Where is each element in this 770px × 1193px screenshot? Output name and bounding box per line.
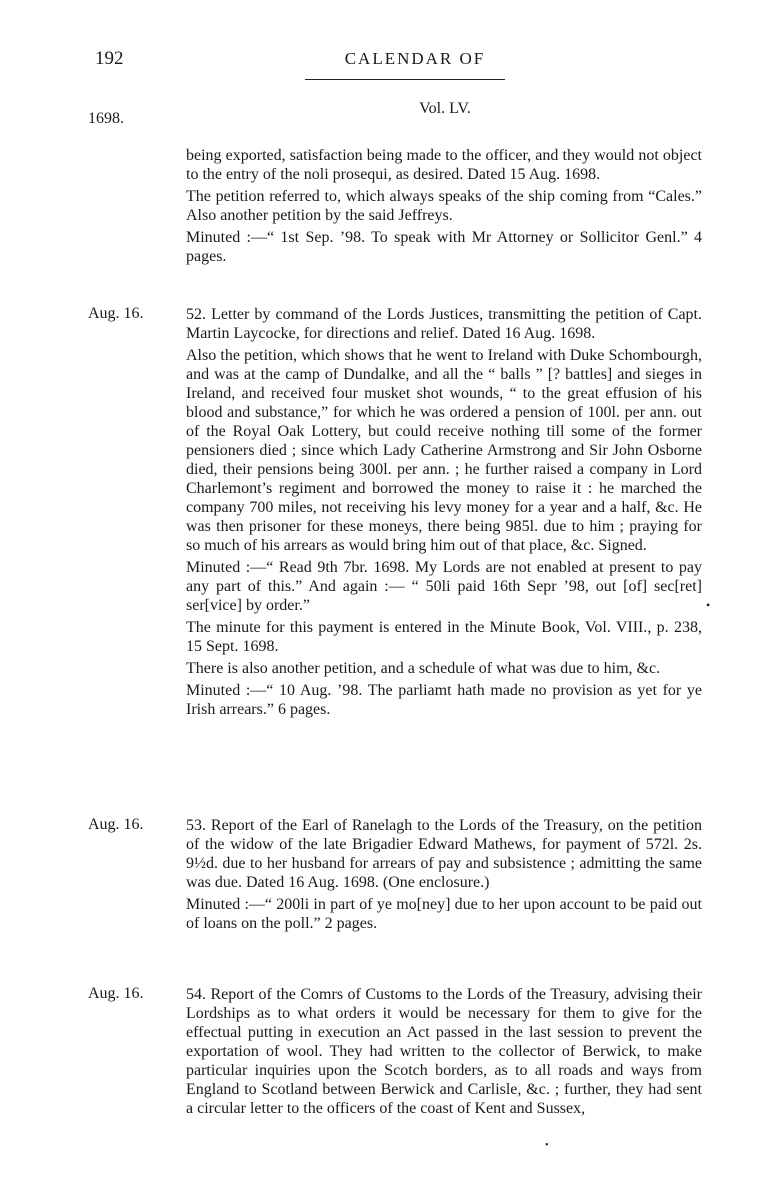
header-rule — [305, 79, 505, 80]
entry-52 — [186, 305, 702, 719]
paragraph: The petition referred to, which always speaks of the ship coming from “Cales.” Also another petition by the said Jeffreys. — [186, 188, 702, 224]
running-title: CALENDAR OF — [344, 49, 486, 68]
paragraph: 52. Letter by command of the Lords Justices, transmitting the petition of Capt. Martin Laycocke, for directions and relief. Dated 16 Aug. 1698. — [186, 306, 702, 342]
entry-continuation — [186, 146, 702, 266]
paragraph: Minuted :—“ 200li in part of ye mo[ney] due to her upon account to be paid out of loans on the poll.” 2 pages. — [186, 896, 702, 932]
entry-53 — [186, 816, 702, 933]
paragraph: Also the petition, which shows that he went to Ireland with Duke Schombourgh, and was at the camp of Dundalke, and all the “ balls ” [? battles] and sieges in Ireland, and received four musket shot wounds, “ to the great effusion of his blood and substance,” for which he was ordered a pension of 100l. per ann. out of the Royal Oak Lottery, but could receive nothing till some of the former pensioners died ; since which Lady Catherine Armstrong and Sir John Osborne died, their pensions being 300l. per ann. ; he further raised a company in Lord Charlemont’s regiment and borrowed the money to raise it : he marched the company 700 miles, not receiving his levy money for a year and a half, &c. He was then prisoner for these moneys, there being 985l. due to him ; praying for so much of his arrears as would bring him out of that place, &c. Signed. — [186, 347, 702, 554]
year-marginal: 1698. — [88, 110, 124, 127]
paragraph: Minuted :—“ 1st Sep. ’98. To speak with Mr Attorney or Sollicitor Genl.” 4 pages. — [186, 229, 702, 265]
paragraph: being exported, satisfaction being made to the officer, and they would not object to the entry of the noli prosequi, as desired. Dated 15 Aug. 1698. — [186, 147, 702, 183]
paragraph: Minuted :—“ 10 Aug. ’98. The parliamt hath made no provision as yet for ye Irish arrears.” 6 pages. — [186, 682, 702, 718]
footer-mark: • — [545, 1140, 549, 1151]
page-number: 192 — [95, 48, 124, 69]
margin-mark: • — [706, 598, 711, 612]
entry-date: Aug. 16. — [88, 985, 144, 1002]
paragraph: 53. Report of the Earl of Ranelagh to the Lords of the Treasury, on the petition of the widow of the late Brigadier Edward Mathews, for payment of 572l. 2s. 9½d. due to her husband for arrears of pay and subsistence ; admitting the same was due. Dated 16 Aug. 1698. (One enclosure.) — [186, 817, 702, 891]
entry-54 — [186, 985, 702, 1118]
volume-heading: Vol. LV. — [419, 100, 471, 117]
paragraph: There is also another petition, and a schedule of what was due to him, &c. — [186, 660, 661, 677]
entry-date: Aug. 16. — [88, 305, 144, 322]
paragraph: 54. Report of the Comrs of Customs to the Lords of the Treasury, advising their Lordships as to what orders it would be necessary for them to give for the effectual putting in execution an Act passed in the last session to prevent the exportation of wool. They had written to the collector of Berwick, to make particular inquiries upon the Scotch borders, as to all roads and ways from England to Scotland between Berwick and Carlisle, &c. ; further, they had sent a circular letter to the officers of the coast of Kent and Sussex, — [186, 986, 702, 1117]
paragraph: The minute for this payment is entered in the Minute Book, Vol. VIII., p. 238, 15 Sept. 1698. — [186, 619, 702, 655]
entry-date: Aug. 16. — [88, 816, 144, 833]
paragraph: Minuted :—“ Read 9th 7br. 1698. My Lords are not enabled at present to pay any part of this.” And again :— “ 50li paid 16th Sepr ’98, out [of] sec[ret] ser[vice] by order.” — [186, 559, 702, 614]
